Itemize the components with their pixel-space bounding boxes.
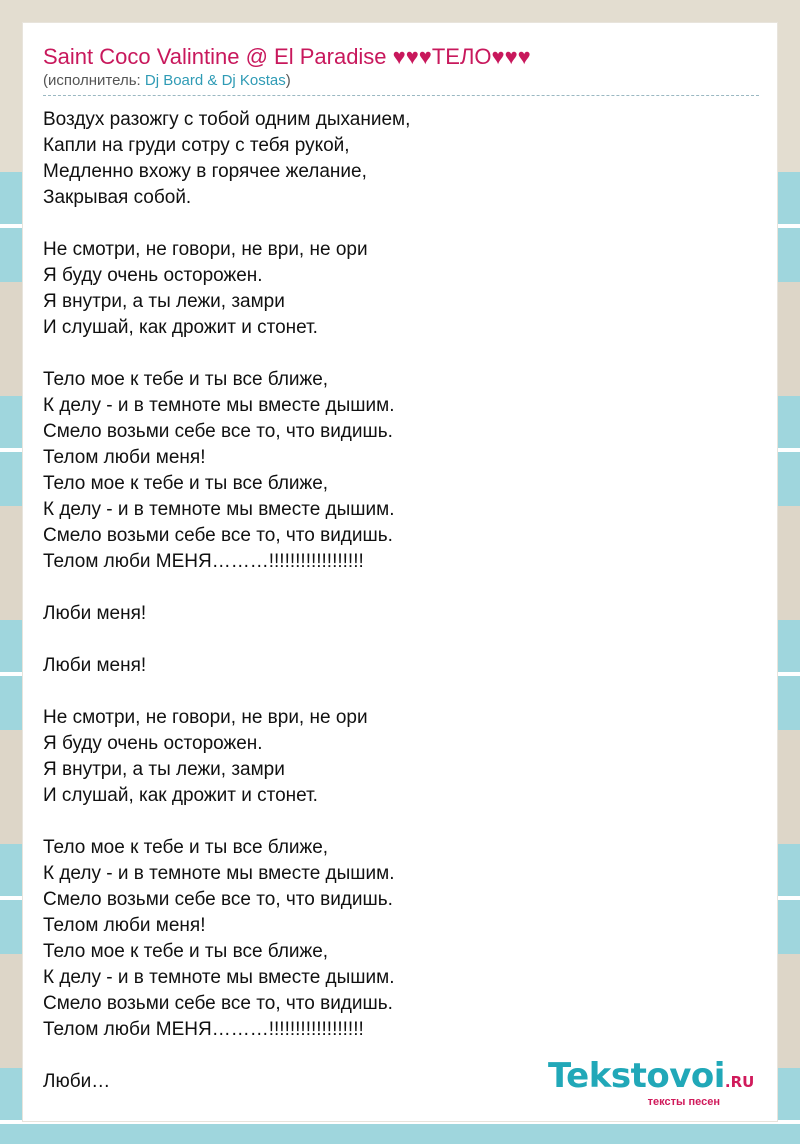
logo-tagline: тексты песен bbox=[647, 1096, 720, 1108]
lyric-blank-line bbox=[43, 809, 759, 835]
lyric-line: Смело возьми себе все то, что видишь. bbox=[43, 421, 393, 442]
lyric-line: Тело мое к тебе и ты все ближе, bbox=[43, 473, 329, 494]
lyric-blank-line bbox=[43, 575, 759, 601]
lyric-line: Я буду очень осторожен. bbox=[43, 733, 263, 754]
song-header bbox=[43, 43, 759, 96]
lyric-line: Закрывая собой. bbox=[43, 187, 192, 208]
artist-suffix: ) bbox=[285, 72, 291, 89]
lyric-line: Тело мое к тебе и ты все ближе, bbox=[43, 837, 329, 858]
lyric-line: Я буду очень осторожен. bbox=[43, 265, 263, 286]
lyric-line: Телом люби меня! bbox=[43, 915, 206, 936]
logo-name: Tekstovoi bbox=[548, 1056, 725, 1096]
lyrics-card bbox=[22, 22, 778, 1122]
logo-tld: .RU bbox=[724, 1073, 755, 1091]
lyric-line: К делу - и в темноте мы вместе дышим. bbox=[43, 967, 395, 988]
lyric-line: И слушай, как дрожит и стонет. bbox=[43, 785, 318, 806]
lyric-line: Телом люби меня! bbox=[43, 447, 206, 468]
lyric-line: Не смотри, не говори, не ври, не ори bbox=[43, 239, 368, 260]
lyric-line: Люби меня! bbox=[43, 655, 147, 676]
site-logo[interactable] bbox=[548, 1058, 758, 1108]
logo-wordmark bbox=[548, 1058, 758, 1100]
lyric-line: Я внутри, а ты лежи, замри bbox=[43, 759, 285, 780]
lyric-blank-line bbox=[43, 211, 759, 237]
lyric-line: Медленно вхожу в горячее желание, bbox=[43, 161, 367, 182]
lyric-blank-line bbox=[43, 341, 759, 367]
lyric-line: К делу - и в темноте мы вместе дышим. bbox=[43, 395, 395, 416]
lyric-line: Не смотри, не говори, не ври, не ори bbox=[43, 707, 368, 728]
lyric-line: Люби меня! bbox=[43, 603, 147, 624]
lyric-line: Смело возьми себе все то, что видишь. bbox=[43, 889, 393, 910]
lyrics-body bbox=[43, 107, 759, 1095]
song-title: Saint Coco Valintine @ El Paradise ♥♥♥ТЕЛО♥♥♥ bbox=[43, 44, 531, 69]
lyric-line: Телом люби МЕНЯ………!!!!!!!!!!!!!!!!!! bbox=[43, 551, 364, 572]
lyric-line: Я внутри, а ты лежи, замри bbox=[43, 291, 285, 312]
artist-prefix: (исполнитель: bbox=[43, 72, 145, 89]
lyric-line: Воздух разожгу с тобой одним дыханием, bbox=[43, 109, 411, 130]
lyric-line: И слушай, как дрожит и стонет. bbox=[43, 317, 318, 338]
lyric-blank-line bbox=[43, 679, 759, 705]
lyric-line: Люби… bbox=[43, 1071, 111, 1092]
lyric-line: Капли на груди сотру с тебя рукой, bbox=[43, 135, 350, 156]
artist-link[interactable]: Dj Board & Dj Kostas bbox=[144, 72, 286, 89]
lyric-line: К делу - и в темноте мы вместе дышим. bbox=[43, 499, 395, 520]
lyric-line: Смело возьми себе все то, что видишь. bbox=[43, 993, 393, 1014]
lyric-line: Тело мое к тебе и ты все ближе, bbox=[43, 369, 329, 390]
lyric-line: Телом люби МЕНЯ………!!!!!!!!!!!!!!!!!! bbox=[43, 1019, 364, 1040]
lyric-blank-line bbox=[43, 627, 759, 653]
artist-line bbox=[43, 71, 759, 91]
lyric-line: Смело возьми себе все то, что видишь. bbox=[43, 525, 393, 546]
lyric-line: Тело мое к тебе и ты все ближе, bbox=[43, 941, 329, 962]
lyric-line: К делу - и в темноте мы вместе дышим. bbox=[43, 863, 395, 884]
